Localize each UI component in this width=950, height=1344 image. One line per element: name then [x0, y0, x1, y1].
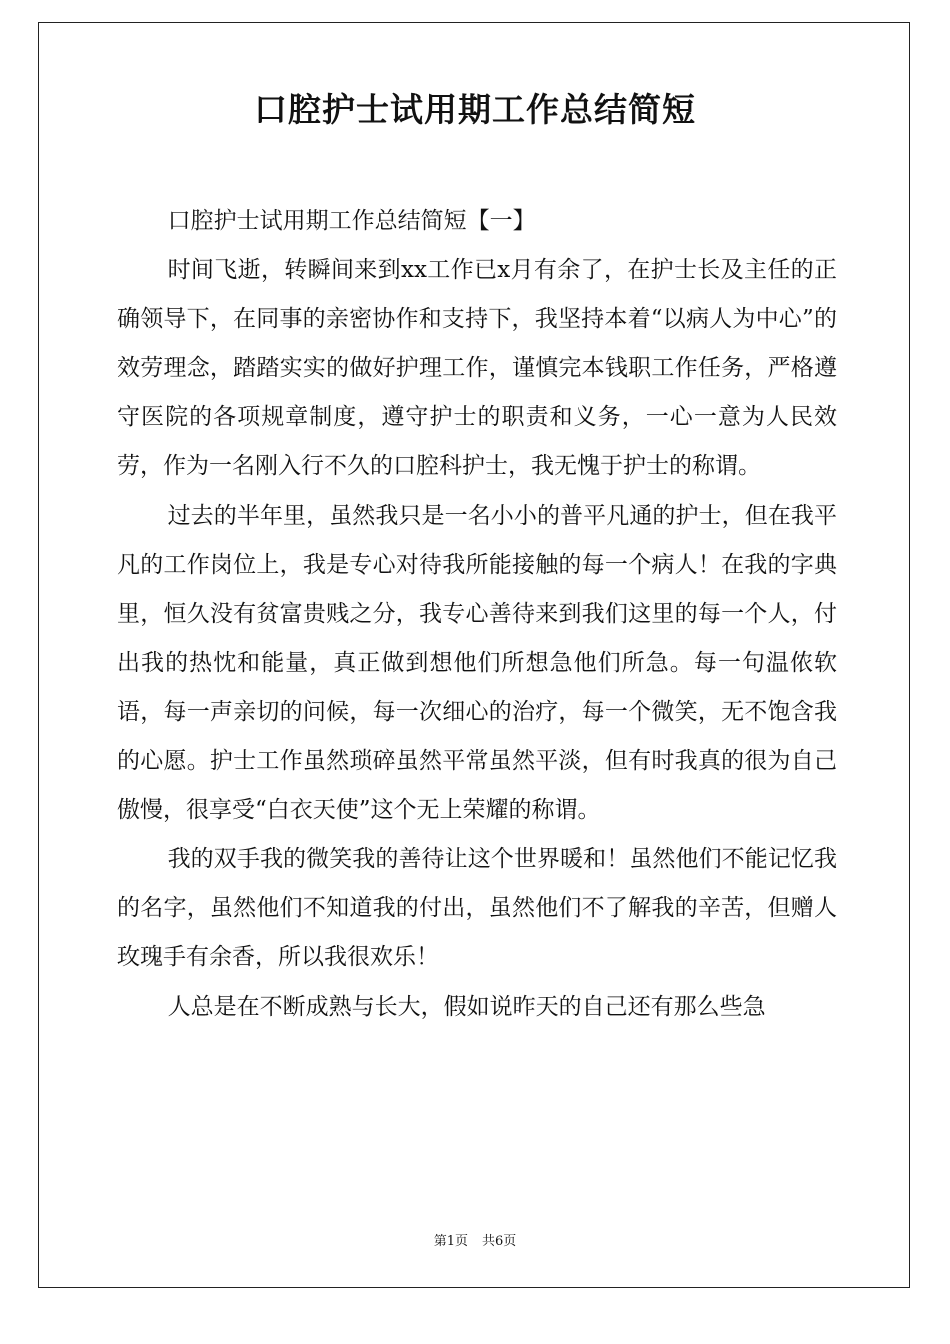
- body-paragraph-1: 时间飞逝，转瞬间来到xx工作已x月有余了，在护士长及主任的正确领导下，在同事的亲密协作和支持下，我坚持本着“以病人为中心”的效劳理念，踏踏实实的做好护理工作，谨慎完本钱职工作任务，严格遵守医院的各项规章制度，遵守护士的职责和义务，一心一意为人民效劳，作为一名刚入行不久的口腔科护士，我无愧于护士的称谓。: [117, 257, 837, 480]
- page-number: 第1页: [433, 1234, 468, 1249]
- document-body: [117, 197, 837, 1032]
- page-total: 共6页: [482, 1234, 517, 1249]
- body-paragraph-2: 过去的半年里，虽然我只是一名小小的普平凡通的护士，但在我平凡的工作岗位上，我是专心对待我所能接触的每一个病人！在我的字典里，恒久没有贫富贵贱之分，我专心善待来到我们这里的每一个人，付出我的热忱和能量，真正做到想他们所想急他们所急。每一句温侬软语，每一声亲切的问候，每一次细心的治疗，每一个微笑，无不饱含我的心愿。护士工作虽然琐碎虽然平常虽然平淡，但有时我真的很为自己傲慢，很享受“白衣天使”这个无上荣耀的称谓。: [117, 502, 837, 824]
- section-heading: 口腔护士试用期工作总结简短【一】: [167, 208, 536, 234]
- body-paragraph-3: 我的双手我的微笑我的善待让这个世界暖和！虽然他们不能记忆我的名字，虽然他们不知道我的付出，虽然他们不了解我的辛苦，但赠人玫瑰手有余香，所以我很欢乐！: [117, 846, 837, 971]
- page-footer: [0, 1233, 950, 1251]
- document-title: 口腔护士试用期工作总结简短: [254, 90, 696, 129]
- body-paragraph-4: 人总是在不断成熟与长大，假如说昨天的自己还有那么些急: [167, 993, 766, 1020]
